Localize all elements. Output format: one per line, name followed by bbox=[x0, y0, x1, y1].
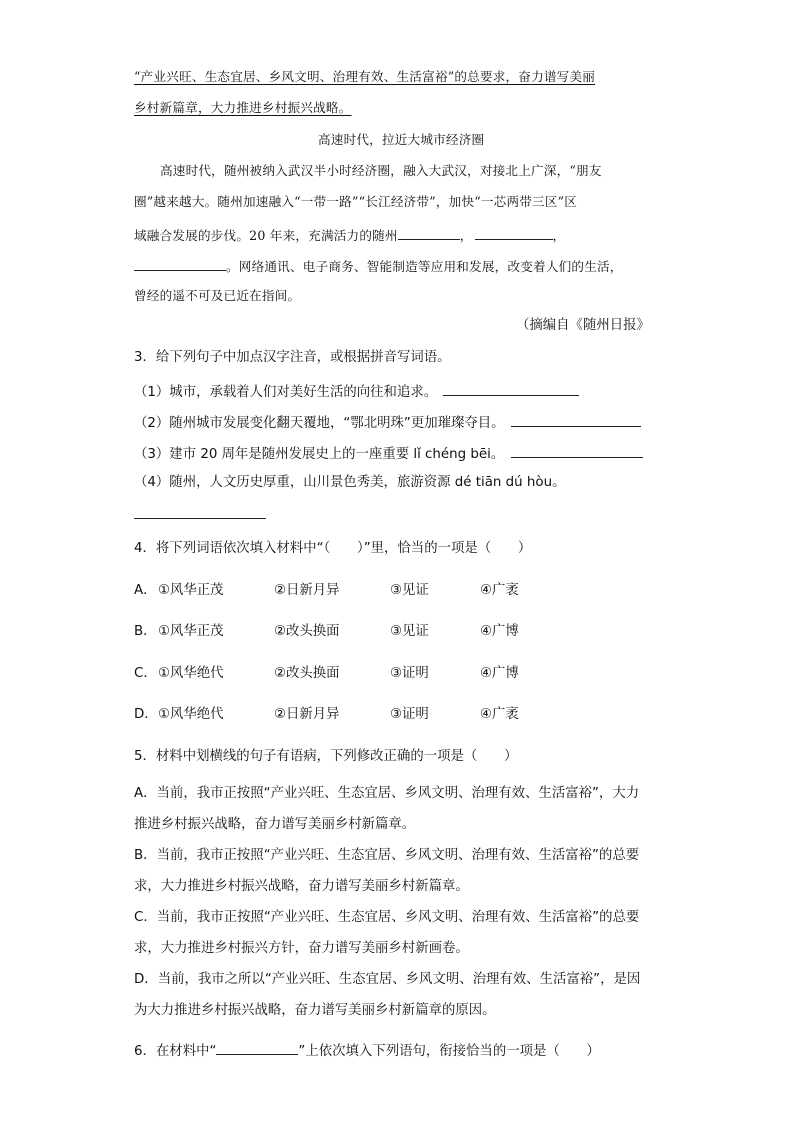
passage-paragraph-line-3 bbox=[134, 225, 565, 245]
q4-option-b-word-1: ①风华正茂 bbox=[158, 624, 224, 639]
passage-paragraph-line-4 bbox=[134, 256, 623, 276]
passage-subtitle: 高速时代，拉近大城市经济圈 bbox=[318, 132, 485, 147]
underlined-sentence-line-2: 乡村新篇章，大力推进乡村振兴战略。 bbox=[134, 100, 352, 115]
q4-option-a-word-4: ④广袤 bbox=[480, 583, 519, 598]
q3-item-3 bbox=[134, 443, 643, 464]
q5-option-a-line-2: 推进乡村振兴战略，奋力谱写美丽乡村新篇章。 bbox=[134, 817, 416, 832]
q4-option-c-word-1: ①风华绝代 bbox=[158, 666, 224, 681]
q4-option-b-letter: B． bbox=[134, 624, 157, 639]
q3-stem: 3．给下列句子中加点汉字注音，或根据拼音写词语。 bbox=[134, 350, 451, 365]
q4-option-a-word-1: ①风华正茂 bbox=[158, 583, 224, 598]
q3-answer-blank-2[interactable] bbox=[511, 412, 641, 427]
q6-stem bbox=[134, 1040, 600, 1061]
q4-stem: 4．将下列词语依次填入材料中“（ ）”里，恰当的一项是（ ） bbox=[134, 541, 532, 556]
q6-blank[interactable] bbox=[216, 1040, 298, 1055]
q5-option-a-line-1: A．当前，我市正按照“产业兴旺、生态宜居、乡风文明、治理有效、生活富裕”，大力 bbox=[134, 786, 640, 801]
q5-option-c-line-1: C．当前，我市正按照“产业兴旺、生态宜居、乡风文明、治理有效、生活富裕”的总要 bbox=[134, 910, 640, 925]
q5-option-b-line-1: B．当前，我市正按照“产业兴旺、生态宜居、乡风文明、治理有效、生活富裕”的总要 bbox=[134, 848, 640, 863]
q6-stem-start: 6．在材料中“ bbox=[134, 1044, 217, 1059]
underlined-sentence-line-1: “产业兴旺、生态宜居、乡风文明、治理有效、生活富裕”的总要求，奋力谱写美丽 bbox=[134, 69, 596, 84]
passage-paragraph-line-1: 高速时代，随州被纳入武汉半小时经济圈，融入大武汉，对接北上广深，“朋友 bbox=[160, 163, 602, 178]
q5-option-d-line-1: D．当前，我市之所以“产业兴旺、生态宜居、乡风文明、治理有效、生活富裕”，是因 bbox=[134, 972, 641, 987]
passage-source: （摘编自《随州日报》 bbox=[516, 318, 650, 333]
q4-option-a-word-3: ③见证 bbox=[390, 583, 429, 598]
q5-option-b-line-2: 求，大力推进乡村振兴战略，奋力谱写美丽乡村新篇章。 bbox=[134, 879, 469, 894]
passage-line-3-text: 域融合发展的步伐。20 年来，充满活力的随州 bbox=[134, 228, 398, 243]
fill-blank-1[interactable] bbox=[398, 225, 460, 240]
q4-option-d-word-2: ②日新月异 bbox=[274, 707, 340, 722]
q4-option-b-word-3: ③见证 bbox=[390, 624, 429, 639]
q6-stem-end: ”上依次填入下列语句，衔接恰当的一项是（ ） bbox=[298, 1044, 600, 1059]
q3-answer-blank-4[interactable] bbox=[134, 518, 266, 519]
passage-line-3-end: ， bbox=[552, 228, 566, 243]
q3-item-4: （4）随州，人文历史厚重，山川景色秀美，旅游资源 dé tiān dú hòu。 bbox=[134, 475, 566, 490]
q5-stem: 5．材料中划横线的句子有语病，下列修改正确的一项是（ ） bbox=[134, 749, 518, 764]
q3-item-3-text: （3）建市 20 周年是随州发展史上的一座重要 lǐ chéng bēi。 bbox=[134, 447, 505, 462]
q3-item-2 bbox=[134, 412, 641, 433]
q5-option-d-line-2: 为大力推进乡村振兴战略，奋力谱写美丽乡村新篇章的原因。 bbox=[134, 1003, 496, 1018]
q4-option-d-word-4: ④广袤 bbox=[480, 707, 519, 722]
q3-item-2-text: （2）随州城市发展变化翻天覆地，“鄂北明珠”更加璀璨夺目。 bbox=[134, 416, 505, 431]
q3-answer-blank-3[interactable] bbox=[511, 443, 643, 458]
q3-answer-blank-1[interactable] bbox=[443, 381, 579, 396]
q4-option-d-word-3: ③证明 bbox=[390, 707, 429, 722]
q4-option-c-word-2: ②改头换面 bbox=[274, 666, 340, 681]
q4-option-c-word-3: ③证明 bbox=[390, 666, 429, 681]
q4-option-c-letter: C． bbox=[134, 666, 157, 681]
passage-line-4-text: 。网络通讯、电子商务、智能制造等应用和发展，改变着人们的生活， bbox=[226, 259, 623, 274]
fill-blank-3[interactable] bbox=[134, 256, 226, 271]
q4-option-b-word-4: ④广博 bbox=[480, 624, 519, 639]
q3-item-1 bbox=[134, 381, 579, 402]
q4-option-a-word-2: ②日新月异 bbox=[274, 583, 340, 598]
q3-item-1-text: （1）城市，承载着人们对美好生活的向往和追求。 bbox=[134, 385, 438, 400]
q4-option-d-letter: D． bbox=[134, 707, 158, 722]
passage-paragraph-line-5: 曾经的遥不可及已近在指间。 bbox=[134, 288, 301, 303]
q4-option-b-word-2: ②改头换面 bbox=[274, 624, 340, 639]
passage-line-3-sep: ， bbox=[459, 228, 473, 243]
passage-paragraph-line-2: 圈”越来越大。随州加速融入“一带一路”“长江经济带”，加快“一芯两带三区”区 bbox=[134, 194, 578, 209]
q4-option-a-letter: A． bbox=[134, 583, 157, 598]
fill-blank-2[interactable] bbox=[475, 225, 553, 240]
q4-option-c-word-4: ④广博 bbox=[480, 666, 519, 681]
q5-option-c-line-2: 求，大力推进乡村振兴方针，奋力谱写美丽乡村新画卷。 bbox=[134, 941, 469, 956]
q4-option-d-word-1: ①风华绝代 bbox=[158, 707, 224, 722]
